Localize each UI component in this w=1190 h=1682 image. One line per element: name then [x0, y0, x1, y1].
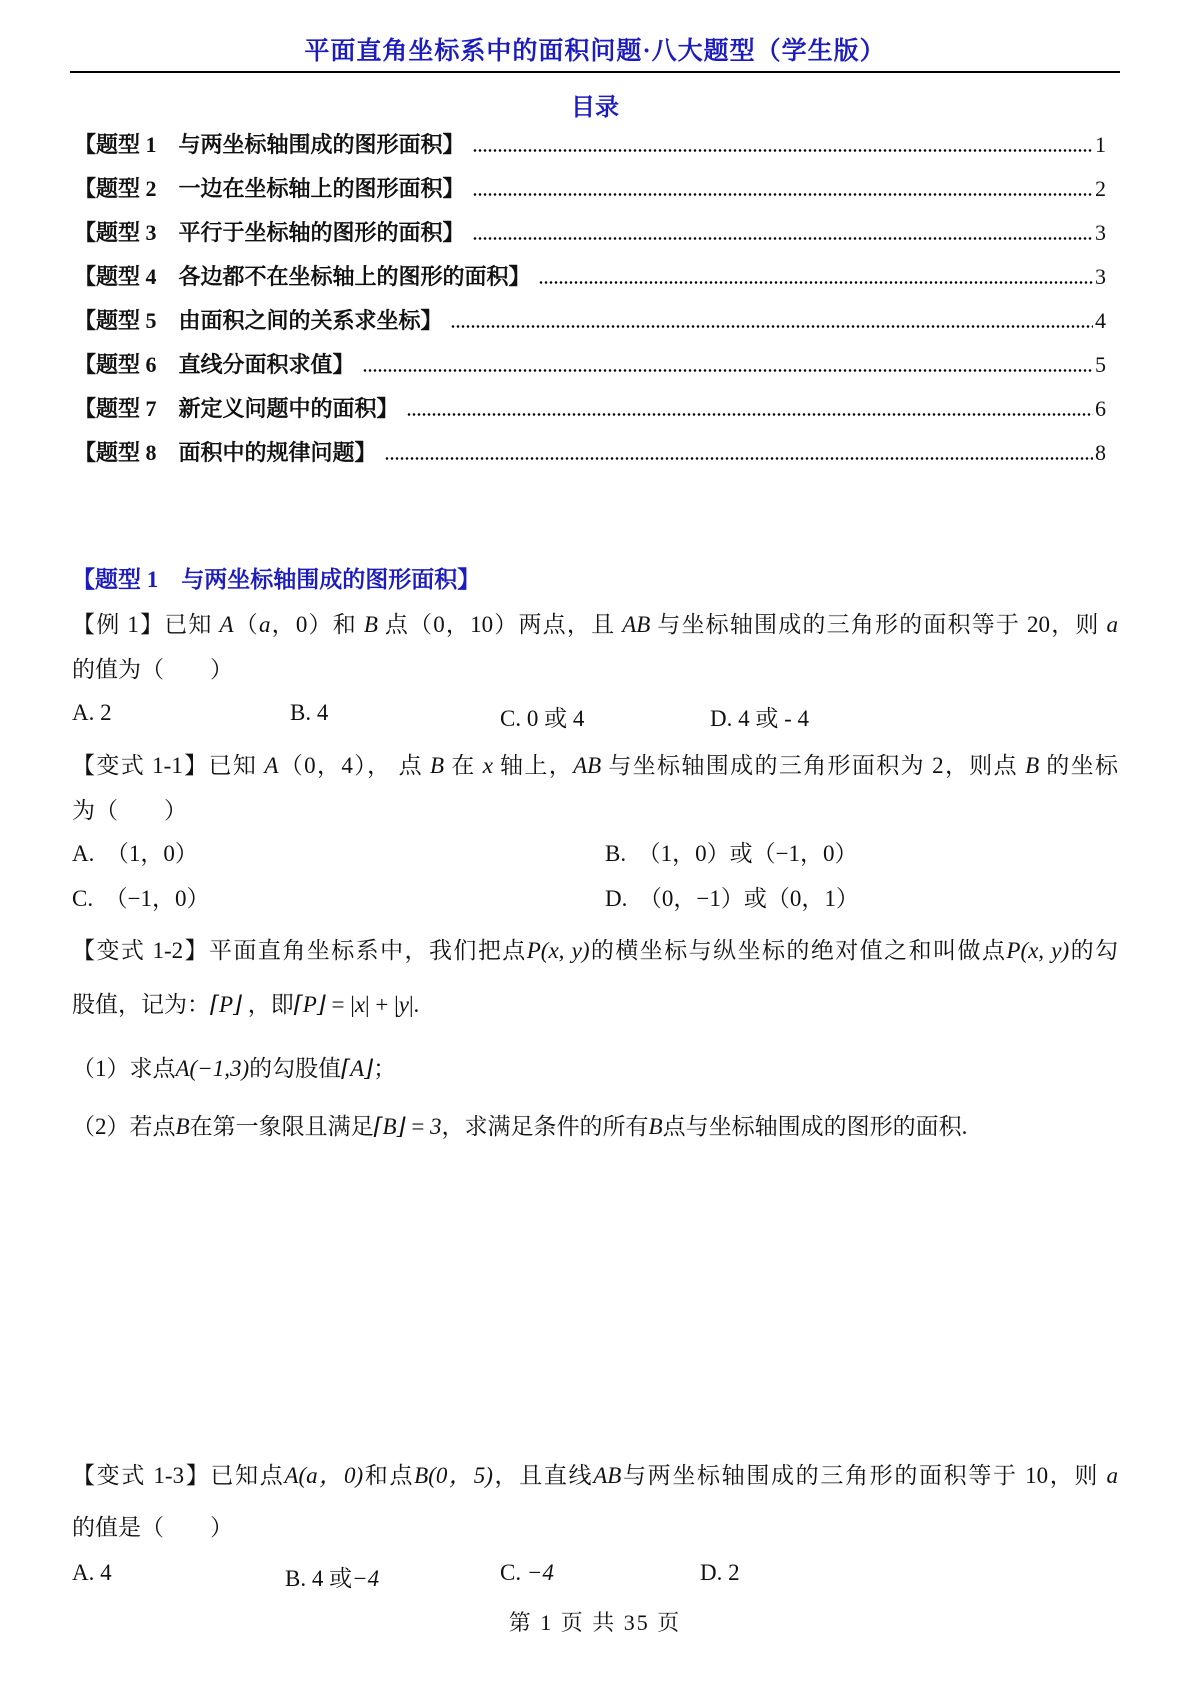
toc-dotted-leader — [407, 413, 1093, 416]
variant1-3-line2: 的值是（ ） — [72, 1515, 233, 1540]
variant1-2-line2: 股值，记为：⌈P⌋ ，即⌈P⌋ = |x| + |y|. — [72, 992, 420, 1017]
toc-dotted-leader — [473, 149, 1093, 152]
toc-entry-5 — [74, 299, 1106, 343]
toc-entry-2 — [74, 167, 1106, 211]
toc-page-number: 2 — [1095, 176, 1106, 201]
toc-entry-3 — [74, 211, 1106, 255]
variant1-1-option-b: B. （1，0）或（−1，0） — [605, 841, 858, 866]
variant1-3-options — [72, 1560, 1118, 1590]
variant1-1-option-c: C. （−1，0） — [72, 886, 210, 911]
problem-example1 — [72, 602, 1118, 692]
toc-entry-label: 【题型 2 一边在坐标轴上的图形面积】 — [74, 176, 465, 201]
example1-option-a: A. 2 — [72, 700, 112, 725]
title-divider — [70, 71, 1120, 73]
toc-dotted-leader — [363, 369, 1093, 372]
variant1-1-options — [72, 835, 1118, 925]
toc-entry-label: 【题型 5 由面积之间的关系求坐标】 — [74, 308, 443, 333]
toc-entry-label: 【题型 8 面积中的规律问题】 — [74, 440, 377, 465]
toc-entry-label: 【题型 6 直线分面积求值】 — [74, 352, 355, 377]
toc-entry-label: 【题型 1 与两坐标轴围成的图形面积】 — [74, 132, 465, 157]
toc-page-number: 5 — [1095, 352, 1106, 377]
variant1-3-line1: 【变式 1-3】已知点A(a，0)和点B(0，5)，且直线AB与两坐标轴围成的三角形的面积等于 10，则 a — [72, 1463, 1119, 1488]
problem-variant1-1 — [72, 743, 1118, 833]
example1-option-b: B. 4 — [290, 700, 329, 725]
toc-page-number: 1 — [1095, 132, 1106, 157]
table-of-contents — [74, 123, 1106, 475]
variant1-1-option-d: D. （0，−1）或（0，1） — [605, 886, 859, 911]
variant1-3-option-d: D. 2 — [700, 1560, 740, 1585]
example1-options — [72, 700, 1118, 730]
toc-page-number: 6 — [1095, 396, 1106, 421]
toc-entry-6 — [74, 343, 1106, 387]
toc-dotted-leader — [451, 325, 1093, 328]
variant1-3-option-b: B. 4 或−4 — [285, 1566, 380, 1591]
toc-page-number: 3 — [1095, 220, 1106, 245]
variant1-3-option-a: A. 4 — [72, 1560, 112, 1585]
toc-entry-8 — [74, 431, 1106, 475]
toc-page-number: 4 — [1095, 308, 1106, 333]
variant1-2-question1: （1）求点A(−1,3)的勾股值⌈A⌋； — [72, 1056, 397, 1081]
problem-variant1-2 — [72, 924, 1118, 1032]
document-title: 平面直角坐标系中的面积问题·八大题型（学生版） — [304, 38, 886, 65]
toc-entry-label: 【题型 7 新定义问题中的面积】 — [74, 396, 399, 421]
toc-dotted-leader — [473, 237, 1093, 240]
variant1-1-line1: 【变式 1-1】已知 A（0，4）， 点 B 在 x 轴上，AB 与坐标轴围成的三角形面积为 2，则点 B 的坐标 — [72, 753, 1119, 778]
page-footer: 第 1 页 共 35 页 — [508, 1610, 682, 1635]
problem-example1-line2: 的值为（ ） — [72, 657, 233, 682]
variant1-1-option-a: A. （1，0） — [72, 841, 198, 866]
variant1-1-line2: 为（ ） — [72, 798, 187, 823]
problem-variant1-3 — [72, 1450, 1118, 1554]
toc-entry-1 — [74, 123, 1106, 167]
example1-option-d: D. 4 或 - 4 — [710, 706, 810, 731]
toc-dotted-leader — [539, 281, 1093, 284]
example1-option-c: C. 0 或 4 — [500, 706, 585, 731]
toc-dotted-leader — [385, 457, 1093, 460]
toc-entry-label: 【题型 4 各边都不在坐标轴上的图形的面积】 — [74, 264, 531, 289]
variant1-2-question2: （2）若点B在第一象限且满足⌈B⌋ = 3，求满足条件的所有B点与坐标轴围成的图形的面积. — [72, 1114, 968, 1139]
toc-dotted-leader — [473, 193, 1093, 196]
toc-page-number: 3 — [1095, 264, 1106, 289]
section-heading-type1: 【题型 1 与两坐标轴围成的图形面积】 — [72, 567, 481, 592]
toc-entry-4 — [74, 255, 1106, 299]
toc-heading: 目录 — [571, 95, 619, 121]
problem-example1-line1: 【例 1】已知 A（a，0）和 B 点（0，10）两点，且 AB 与坐标轴围成的三角形的面积等于 20，则 a — [72, 612, 1119, 637]
toc-entry-7 — [74, 387, 1106, 431]
toc-page-number: 8 — [1095, 440, 1106, 465]
variant1-2-line1: 【变式 1-2】平面直角坐标系中，我们把点P(x, y)的横坐标与纵坐标的绝对值之和叫做点P(x, y)的勾 — [72, 938, 1119, 963]
toc-entry-label: 【题型 3 平行于坐标轴的图形的面积】 — [74, 220, 465, 245]
variant1-3-option-c: C. −4 — [500, 1560, 554, 1585]
